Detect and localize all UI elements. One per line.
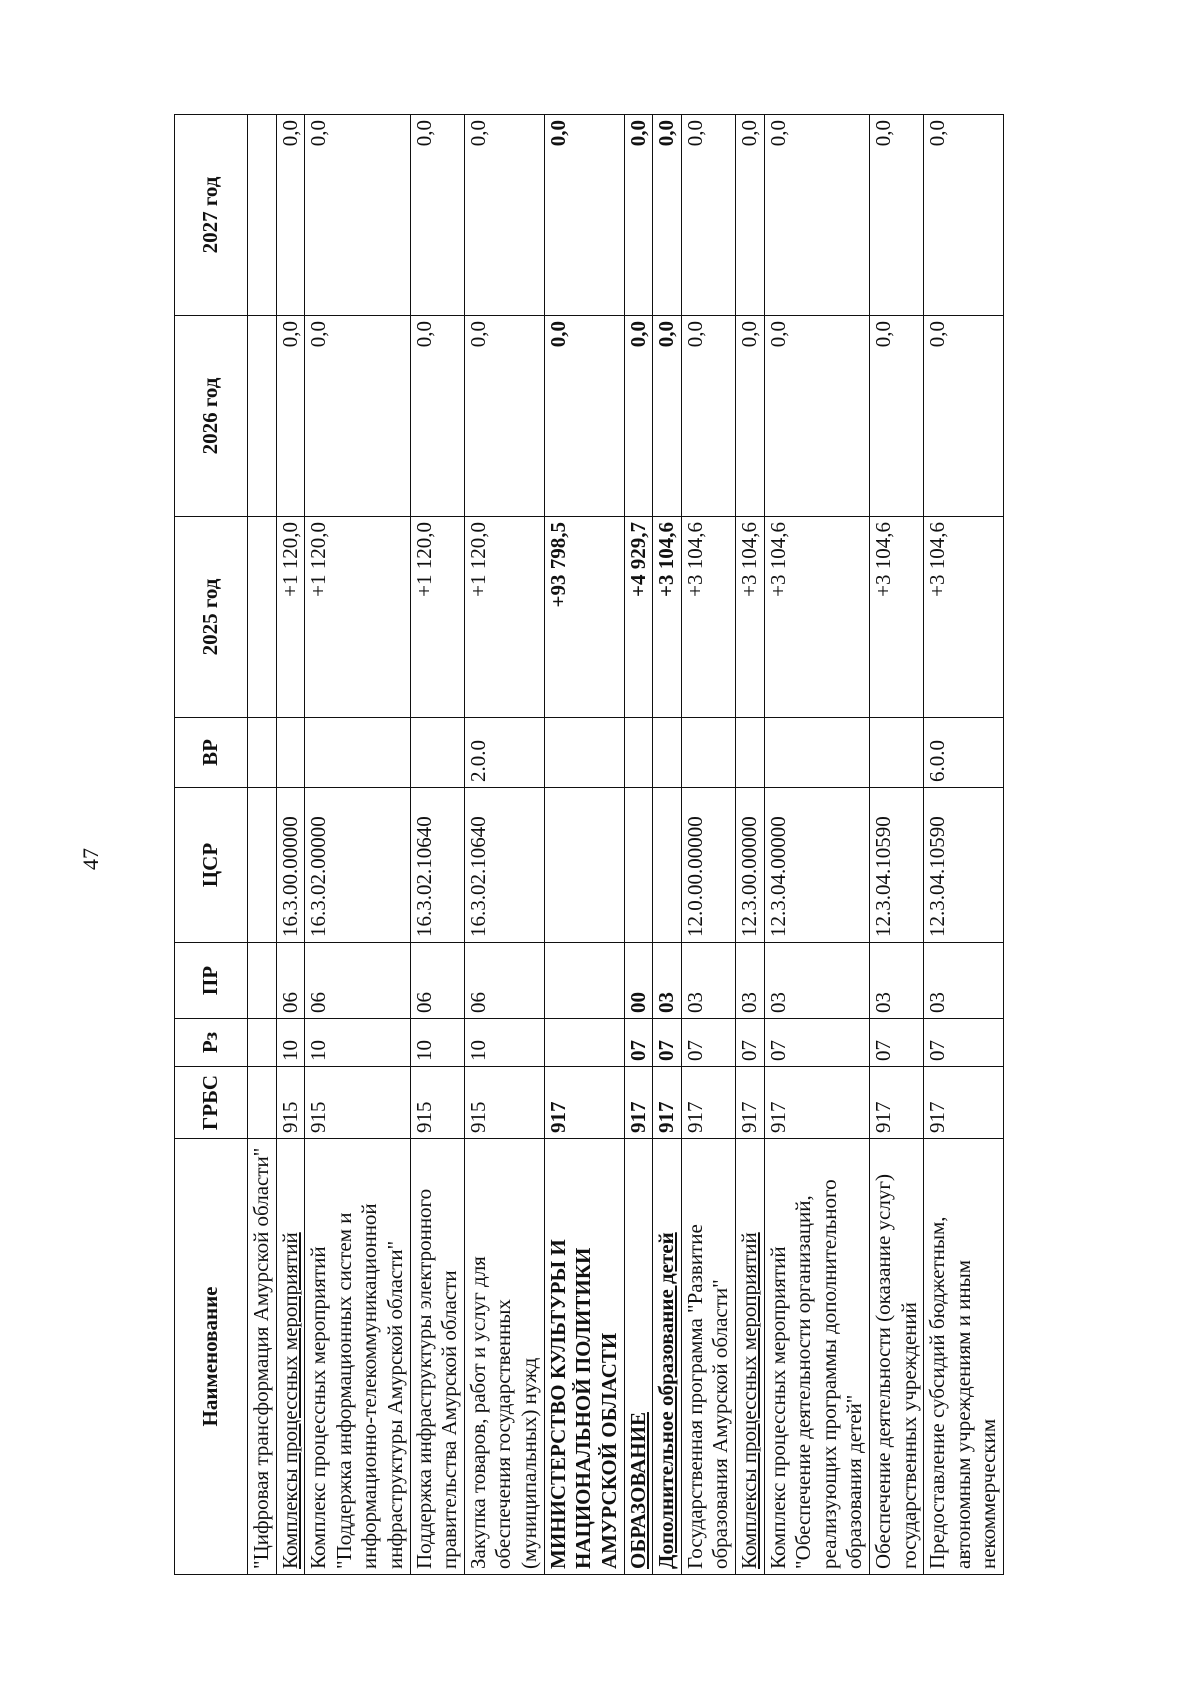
cell-csr: 16.3.02.10640 bbox=[410, 788, 464, 943]
cell-2026: 0,0 bbox=[410, 316, 464, 517]
cell-vr bbox=[681, 718, 735, 788]
cell-2026: 0,0 bbox=[924, 316, 1004, 517]
table-row bbox=[544, 115, 624, 1575]
cell-vr bbox=[624, 718, 653, 788]
cell-pr: 03 bbox=[764, 943, 869, 1019]
table-row bbox=[305, 115, 410, 1575]
cell-csr: 16.3.02.00000 bbox=[305, 788, 410, 943]
table-row bbox=[735, 115, 764, 1575]
cell-2026: 0,0 bbox=[735, 316, 764, 517]
table-row bbox=[764, 115, 869, 1575]
cell-2026: 0,0 bbox=[870, 316, 924, 517]
header-grbs: ГРБС bbox=[175, 1067, 248, 1139]
cell-2025: +3 104,6 bbox=[681, 517, 735, 718]
cell-vr bbox=[653, 718, 682, 788]
cell-grbs: 917 bbox=[624, 1067, 653, 1139]
cell-2026 bbox=[248, 316, 277, 517]
cell-2026: 0,0 bbox=[624, 316, 653, 517]
cell-grbs bbox=[248, 1067, 277, 1139]
cell-2026: 0,0 bbox=[276, 316, 305, 517]
cell-rz: 07 bbox=[624, 1019, 653, 1067]
cell-2025: +3 104,6 bbox=[870, 517, 924, 718]
cell-2025: +3 104,6 bbox=[653, 517, 682, 718]
budget-table bbox=[174, 114, 1004, 1575]
cell-csr: 12.0.00.00000 bbox=[681, 788, 735, 943]
cell-csr: 12.3.00.00000 bbox=[735, 788, 764, 943]
cell-vr bbox=[870, 718, 924, 788]
table-row bbox=[410, 115, 464, 1575]
cell-pr: 06 bbox=[276, 943, 305, 1019]
cell-name: Обеспечение деятельности (оказание услуг) государственных учреждений bbox=[870, 1139, 924, 1575]
cell-vr: 6.0.0 bbox=[924, 718, 1004, 788]
cell-csr bbox=[248, 788, 277, 943]
cell-name: Комплексы процессных мероприятий bbox=[735, 1139, 764, 1575]
cell-pr: 03 bbox=[681, 943, 735, 1019]
cell-name: ОБРАЗОВАНИЕ bbox=[624, 1139, 653, 1575]
cell-vr bbox=[544, 718, 624, 788]
cell-pr: 03 bbox=[653, 943, 682, 1019]
cell-grbs: 917 bbox=[653, 1067, 682, 1139]
cell-2027: 0,0 bbox=[764, 115, 869, 316]
cell-csr bbox=[653, 788, 682, 943]
cell-2026: 0,0 bbox=[464, 316, 544, 517]
table-row bbox=[276, 115, 305, 1575]
cell-2025: +4 929,7 bbox=[624, 517, 653, 718]
cell-csr: 12.3.04.00000 bbox=[764, 788, 869, 943]
cell-grbs: 917 bbox=[544, 1067, 624, 1139]
cell-2027: 0,0 bbox=[544, 115, 624, 316]
cell-rz: 10 bbox=[305, 1019, 410, 1067]
cell-pr: 00 bbox=[624, 943, 653, 1019]
cell-grbs: 917 bbox=[870, 1067, 924, 1139]
cell-csr: 12.3.04.10590 bbox=[870, 788, 924, 943]
cell-name: Комплексы процессных мероприятий bbox=[276, 1139, 305, 1575]
cell-2026: 0,0 bbox=[681, 316, 735, 517]
table-body bbox=[248, 115, 1004, 1575]
cell-2027: 0,0 bbox=[464, 115, 544, 316]
cell-name: МИНИСТЕРСТВО КУЛЬТУРЫ И НАЦИОНАЛЬНОЙ ПОЛИТИКИ АМУРСКОЙ ОБЛАСТИ bbox=[544, 1139, 624, 1575]
cell-rz bbox=[544, 1019, 624, 1067]
cell-name: Поддержка инфраструктуры электронного правительства Амурской области bbox=[410, 1139, 464, 1575]
cell-name: Закупка товаров, работ и услуг для обеспечения государственных (муниципальных) нужд bbox=[464, 1139, 544, 1575]
cell-rz bbox=[248, 1019, 277, 1067]
header-name: Наименование bbox=[175, 1139, 248, 1575]
cell-rz: 07 bbox=[735, 1019, 764, 1067]
cell-pr: 06 bbox=[464, 943, 544, 1019]
cell-2027: 0,0 bbox=[276, 115, 305, 316]
header-rz: Рз bbox=[175, 1019, 248, 1067]
header-year-2026: 2026 год bbox=[175, 316, 248, 517]
cell-pr: 03 bbox=[870, 943, 924, 1019]
cell-2027: 0,0 bbox=[870, 115, 924, 316]
cell-vr bbox=[305, 718, 410, 788]
cell-name: Дополнительное образование детей bbox=[653, 1139, 682, 1575]
cell-2027: 0,0 bbox=[410, 115, 464, 316]
cell-pr: 03 bbox=[735, 943, 764, 1019]
cell-csr bbox=[544, 788, 624, 943]
cell-2025: +3 104,6 bbox=[764, 517, 869, 718]
cell-rz: 10 bbox=[410, 1019, 464, 1067]
cell-grbs: 917 bbox=[681, 1067, 735, 1139]
cell-2025: +1 120,0 bbox=[276, 517, 305, 718]
cell-2026: 0,0 bbox=[544, 316, 624, 517]
cell-rz: 07 bbox=[924, 1019, 1004, 1067]
table-row bbox=[624, 115, 653, 1575]
header-pr: ПР bbox=[175, 943, 248, 1019]
table-row bbox=[653, 115, 682, 1575]
cell-2025: +1 120,0 bbox=[305, 517, 410, 718]
cell-2027: 0,0 bbox=[624, 115, 653, 316]
cell-name: Государственная программа "Развитие образования Амурской области" bbox=[681, 1139, 735, 1575]
cell-name: Комплекс процессных мероприятий "Поддержка информационных систем и информационно-телекоммуникационной инфраструктуры Амурской области" bbox=[305, 1139, 410, 1575]
cell-2026: 0,0 bbox=[764, 316, 869, 517]
cell-2027: 0,0 bbox=[735, 115, 764, 316]
header-vr: ВР bbox=[175, 718, 248, 788]
cell-2025 bbox=[248, 517, 277, 718]
cell-rz: 07 bbox=[653, 1019, 682, 1067]
cell-csr bbox=[624, 788, 653, 943]
table-row bbox=[924, 115, 1004, 1575]
cell-grbs: 915 bbox=[410, 1067, 464, 1139]
cell-vr bbox=[735, 718, 764, 788]
cell-rz: 07 bbox=[764, 1019, 869, 1067]
cell-name: Комплекс процессных мероприятий "Обеспечение деятельности организаций, реализующих программы дополнительного образования детей" bbox=[764, 1139, 869, 1575]
header-year-2027: 2027 год bbox=[175, 115, 248, 316]
rotated-table-container bbox=[174, 115, 1174, 1575]
table-header-row bbox=[175, 115, 248, 1575]
header-year-2025: 2025 год bbox=[175, 517, 248, 718]
table-row bbox=[464, 115, 544, 1575]
cell-pr bbox=[248, 943, 277, 1019]
cell-vr bbox=[410, 718, 464, 788]
cell-name: Предоставление субсидий бюджетным, автономным учреждениям и иным некоммерческим bbox=[924, 1139, 1004, 1575]
cell-grbs: 915 bbox=[464, 1067, 544, 1139]
cell-pr: 06 bbox=[410, 943, 464, 1019]
cell-grbs: 915 bbox=[276, 1067, 305, 1139]
cell-pr: 03 bbox=[924, 943, 1004, 1019]
cell-2026: 0,0 bbox=[653, 316, 682, 517]
cell-csr: 16.3.02.10640 bbox=[464, 788, 544, 943]
table-row bbox=[681, 115, 735, 1575]
page-number: 47 bbox=[78, 848, 103, 870]
cell-2027: 0,0 bbox=[681, 115, 735, 316]
cell-rz: 10 bbox=[464, 1019, 544, 1067]
cell-grbs: 917 bbox=[764, 1067, 869, 1139]
cell-pr: 06 bbox=[305, 943, 410, 1019]
cell-grbs: 915 bbox=[305, 1067, 410, 1139]
cell-vr bbox=[764, 718, 869, 788]
cell-2025: +3 104,6 bbox=[924, 517, 1004, 718]
cell-rz: 07 bbox=[870, 1019, 924, 1067]
cell-2025: +1 120,0 bbox=[410, 517, 464, 718]
table-row bbox=[248, 115, 277, 1575]
table-row bbox=[870, 115, 924, 1575]
cell-2025: +93 798,5 bbox=[544, 517, 624, 718]
cell-vr bbox=[276, 718, 305, 788]
header-csr: ЦСР bbox=[175, 788, 248, 943]
cell-2027 bbox=[248, 115, 277, 316]
cell-rz: 10 bbox=[276, 1019, 305, 1067]
cell-2025: +3 104,6 bbox=[735, 517, 764, 718]
cell-rz: 07 bbox=[681, 1019, 735, 1067]
cell-vr bbox=[248, 718, 277, 788]
cell-2026: 0,0 bbox=[305, 316, 410, 517]
cell-2025: +1 120,0 bbox=[464, 517, 544, 718]
cell-grbs: 917 bbox=[924, 1067, 1004, 1139]
cell-2027: 0,0 bbox=[653, 115, 682, 316]
cell-name: "Цифровая трансформация Амурской области" bbox=[248, 1139, 277, 1575]
cell-2027: 0,0 bbox=[305, 115, 410, 316]
cell-vr: 2.0.0 bbox=[464, 718, 544, 788]
cell-pr bbox=[544, 943, 624, 1019]
cell-csr: 12.3.04.10590 bbox=[924, 788, 1004, 943]
cell-grbs: 917 bbox=[735, 1067, 764, 1139]
cell-2027: 0,0 bbox=[924, 115, 1004, 316]
cell-csr: 16.3.00.00000 bbox=[276, 788, 305, 943]
